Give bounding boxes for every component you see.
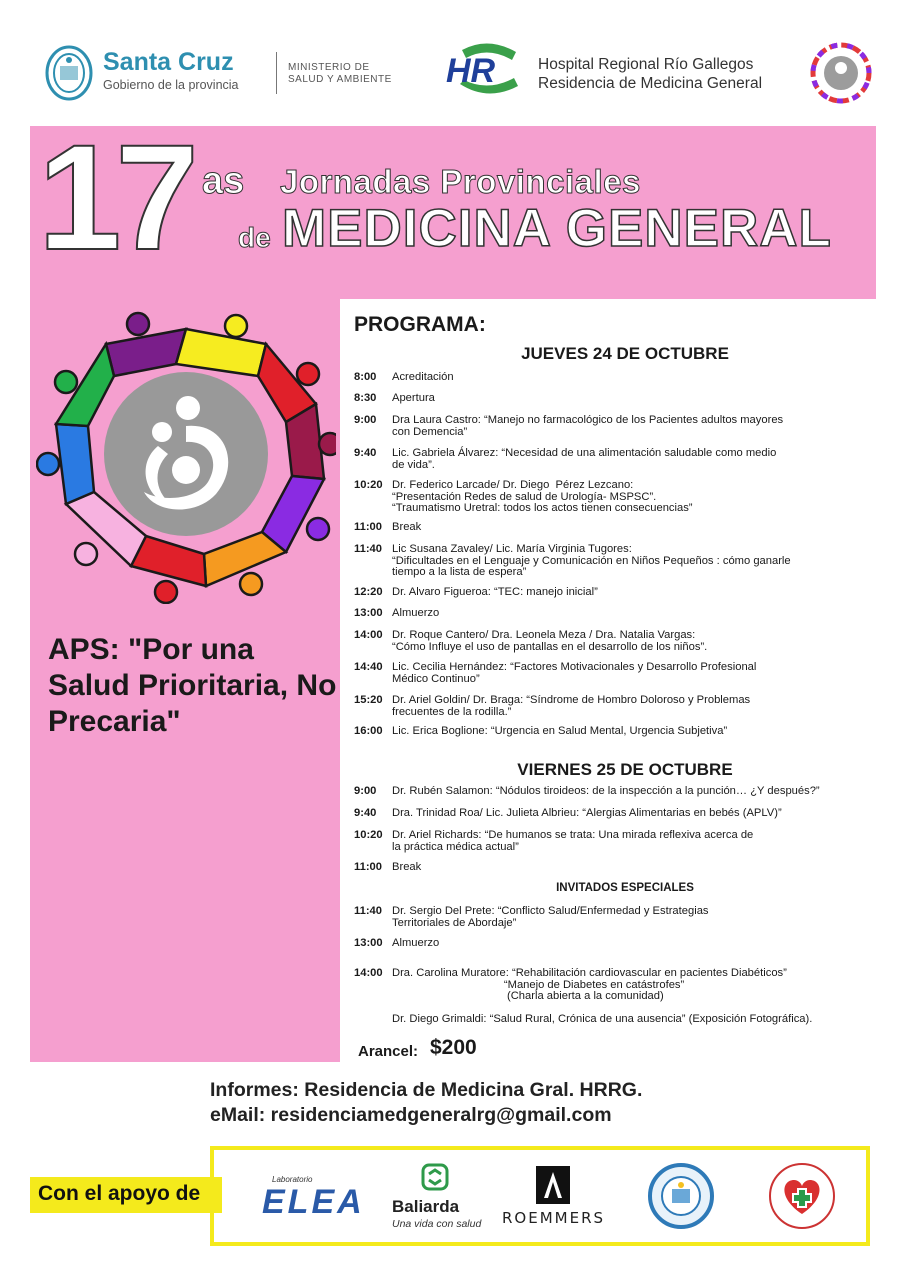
people-circle-emblem-icon <box>36 304 336 604</box>
program-description <box>392 1014 892 1026</box>
program-time: 13:00 <box>354 937 383 949</box>
title-line-2: MEDICINA GENERAL <box>282 199 832 258</box>
program-line: “Presentación Redes de salud de Urología- MSPSC”. <box>392 490 657 503</box>
program-description <box>392 522 892 534</box>
special-guests-heading: INVITADOS ESPECIALES <box>556 882 694 894</box>
program-line: Almuerzo <box>392 937 440 949</box>
program-line: “Manejo de Diabetes en catástrofes” <box>392 978 685 991</box>
program-line: “Dificultades en el Lenguaje y Comunicación en Niños Pequeños : cómo ganarle <box>392 554 791 567</box>
fee-value: $200 <box>430 1036 477 1059</box>
program-line: Apertura <box>392 392 435 404</box>
program-time: 14:00 <box>354 967 383 979</box>
program-line: Territoriales de Abordaje” <box>392 916 517 929</box>
slogan: APS: "Por una Salud Prioritaria, No Precaria" <box>48 633 337 738</box>
program-line: Dra. Carolina Muratore: “Rehabilitación cardiovascular en pacientes Diabéticos” <box>392 967 787 979</box>
residency-circle-logo-icon <box>806 38 876 108</box>
ministry-line-1: MINISTERIO DE <box>288 62 370 73</box>
program-time: 9:00 <box>354 414 377 426</box>
program-line: Lic. Gabriela Álvarez: “Necesidad de una alimentación saludable como medio <box>392 447 777 459</box>
program-line: tiempo a la lista de espera” <box>392 566 527 578</box>
program-line: Lic Susana Zavaley/ Lic. María Virginia Tugores: <box>392 543 632 555</box>
program-line: Dra. Trinidad Roa/ Lic. Julieta Albrieu: “Alergias Alimentarias en bebés (APLV)” <box>392 807 782 819</box>
program-line: “Cómo Influye el uso de pantallas en el desarrollo de los niños”. <box>392 640 708 653</box>
program-line: Acreditación <box>392 371 454 383</box>
program-line: “Traumatismo Uretral: todos los actos tienen consecuencias” <box>392 502 693 514</box>
baliarda-tagline: Una vida con salud <box>392 1218 482 1230</box>
program-time: 9:00 <box>354 785 377 797</box>
santa-cruz-shield-icon <box>44 44 94 102</box>
program-line: la práctica médica actual” <box>392 840 519 853</box>
roemmers-name: ROEMMERS <box>502 1209 606 1227</box>
program-description <box>392 662 892 685</box>
program-line: frecuentes de la rodilla.” <box>392 705 512 718</box>
program-time: 10:20 <box>354 829 383 841</box>
edition-number: 17 <box>38 113 193 281</box>
program-time: 8:30 <box>354 392 377 404</box>
program-line: Almuerzo <box>392 607 440 619</box>
program-time: 11:00 <box>354 861 382 873</box>
program-description <box>392 608 892 620</box>
hr-logo-text: HR <box>446 52 496 90</box>
program-time: 11:40 <box>354 543 382 555</box>
program-time: 11:00 <box>354 521 382 533</box>
ministry-line-2: SALUD Y AMBIENTE <box>288 74 392 85</box>
program-line: con Demencia” <box>392 425 468 438</box>
program-time: 9:40 <box>354 447 377 459</box>
santa-cruz-title: Santa Cruz <box>103 48 234 76</box>
program-line: Dra Laura Castro: “Manejo no farmacológico de los Pacientes adultos mayores <box>392 414 784 426</box>
program-time: 14:00 <box>354 629 383 641</box>
program-description <box>392 695 892 718</box>
program-time: 12:20 <box>354 586 383 598</box>
program-description <box>392 630 892 653</box>
program-description <box>392 786 892 798</box>
sponsors-label: Con el apoyo de <box>38 1182 201 1205</box>
program-line: Lic. Cecilia Hernández: “Factores Motivacionales y Desarrollo Profesional <box>392 661 757 673</box>
program-line: Break <box>392 521 422 533</box>
baliarda-name: Baliarda <box>392 1197 460 1216</box>
program-time: 10:20 <box>354 479 383 491</box>
header-divider <box>276 52 277 94</box>
elea-logo: ELEA <box>262 1183 365 1221</box>
program-description <box>392 393 892 405</box>
contact-info: Informes: Residencia de Medicina Gral. HRRG. <box>210 1079 643 1101</box>
program-line: Dr. Diego Grimaldi: “Salud Rural, Crónica de una ausencia” (Exposición Fotográfica). <box>392 1013 813 1025</box>
program-description <box>392 968 892 1003</box>
program-time: 8:00 <box>354 371 377 383</box>
day-thursday: JUEVES 24 DE OCTUBRE <box>521 344 729 363</box>
program-time: 9:40 <box>354 807 377 819</box>
title-line-1: Jornadas Provinciales <box>280 163 641 200</box>
cooperative-heart-seal-icon <box>768 1162 836 1230</box>
program-line: (Charla abierta a la comunidad) <box>392 990 664 1002</box>
day-friday: VIERNES 25 DE OCTUBRE <box>517 760 733 779</box>
program-heading: PROGRAMA: <box>354 313 486 336</box>
baliarda-logo-icon <box>420 1162 450 1192</box>
program-description <box>392 480 892 515</box>
hospital-name: Hospital Regional Río Gallegos <box>538 56 754 73</box>
program-line: Dr. Sergio Del Prete: “Conflicto Salud/Enfermedad y Estrategias <box>392 905 709 917</box>
program-description <box>392 726 892 738</box>
santa-cruz-subtitle: Gobierno de la provincia <box>103 78 239 92</box>
program-time: 11:40 <box>354 905 382 917</box>
program-description <box>392 862 892 874</box>
program-time: 13:00 <box>354 607 383 619</box>
fee-label: Arancel: <box>358 1043 419 1060</box>
program-line: Dr. Alvaro Figueroa: “TEC: manejo inicial” <box>392 586 598 598</box>
program-description <box>392 938 892 950</box>
program-line: Dr. Ariel Richards: “De humanos se trata: Una mirada reflexiva acerca de <box>392 829 754 841</box>
roemmers-logo-icon <box>536 1166 570 1204</box>
program-line: de vida”. <box>392 458 435 471</box>
program-description <box>392 372 892 384</box>
program-line: Break <box>392 861 422 873</box>
elea-small-text: Laboratorio <box>272 1175 313 1184</box>
program-line: Dr. Ariel Goldin/ Dr. Braga: “Síndrome de Hombro Doloroso y Problemas <box>392 694 751 706</box>
program-description <box>392 587 892 599</box>
program-description <box>392 544 892 579</box>
title-de: de <box>238 222 271 253</box>
medical-council-seal-icon <box>648 1163 714 1229</box>
program-line: Médico Continuo” <box>392 672 480 685</box>
program-time: 14:40 <box>354 661 383 673</box>
program-line: Dr. Roque Cantero/ Dra. Leonela Meza / Dra. Natalia Vargas: <box>392 629 696 641</box>
program-line: Dr. Federico Larcade/ Dr. Diego Pérez Lezcano: <box>392 479 634 491</box>
program-description <box>392 448 892 471</box>
program-line: Dr. Rubén Salamon: “Nódulos tiroideos: de la inspección a la punción… ¿Y después?” <box>392 785 820 797</box>
program-time: 15:20 <box>354 694 383 706</box>
program-description <box>392 415 892 438</box>
program-line: Lic. Erica Boglione: “Urgencia en Salud Mental, Urgencia Subjetiva” <box>392 725 728 737</box>
program-description <box>392 830 892 853</box>
program-time: 16:00 <box>354 725 383 737</box>
program-description <box>392 906 892 929</box>
hospital-residency: Residencia de Medicina General <box>538 75 763 92</box>
edition-suffix: as <box>202 160 245 202</box>
hr-hospital-logo-icon <box>442 40 534 102</box>
contact-email: eMail: residenciamedgeneralrg@gmail.com <box>210 1104 612 1126</box>
program-description <box>392 808 892 820</box>
